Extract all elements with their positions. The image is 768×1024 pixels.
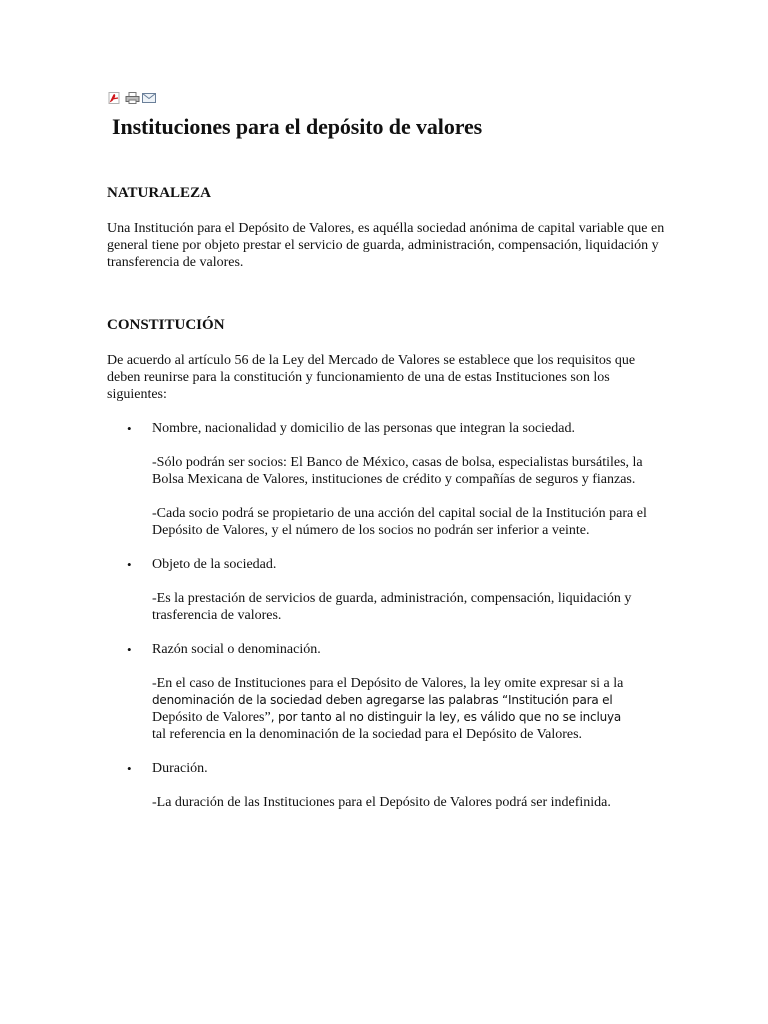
section-heading-naturaleza: NATURALEZA [107,185,211,201]
bullet-icon: • [127,557,132,572]
list-item-title: Objeto de la sociedad. [152,557,277,572]
email-icon[interactable] [142,92,155,104]
note-line: -En el caso de Instituciones para el Depósito de Valores, la ley omite expresar si a la [152,676,624,691]
list-item [107,556,667,624]
constitucion-intro: De acuerdo al artículo 56 de la Ley del Mercado de Valores se establece que los requisitos que deben reunirse para la constitución y funcionamiento de una de estas Instituciones son los siguientes: [107,353,636,402]
list-item-note: -Sólo podrán ser socios: El Banco de México, casas de bolsa, especialistas bursátiles, la Bolsa Mexicana de Valores, instituciones de crédito y compañías de seguros y fianzas. [152,455,643,487]
requirements-list [107,420,667,811]
list-item [107,641,667,743]
document-toolbar [108,90,667,106]
list-item-note: -La duración de las Instituciones para el Depósito de Valores podrá ser indefinida. [152,795,611,810]
document-page [107,90,667,811]
list-item [107,420,667,539]
list-item-title: Nombre, nacionalidad y domicilio de las personas que integran la sociedad. [152,421,575,436]
naturaleza-paragraph: Una Institución para el Depósito de Valores, es aquélla sociedad anónima de capital variable que en general tiene por objeto prestar el servicio de guarda, administración, compensación, liquidación y transferencia de valores. [107,221,665,270]
bullet-icon: • [127,642,132,657]
section-heading-constitucion: CONSTITUCIÓN [107,317,225,333]
print-icon[interactable] [125,92,138,104]
bullet-icon: • [127,421,132,436]
note-line: tal referencia en la denominación de la sociedad para el Depósito de Valores. [152,727,583,742]
note-fragment: Depósito de Valores” [152,710,271,725]
note-line [152,709,667,726]
page-title: Instituciones para el depósito de valores [112,114,483,139]
pdf-icon[interactable] [108,92,121,104]
bullet-icon: • [127,761,132,776]
note-fragment: , por tanto al no distinguir la ley, es válido que no se incluya [270,710,622,724]
list-item-title: Duración. [152,761,208,776]
note-line: denominación de la sociedad deben agregarse las palabras “Institución para el [152,693,613,707]
list-item-title: Razón social o denominación. [152,642,321,657]
list-item [107,760,667,811]
list-item-note: -Es la prestación de servicios de guarda, administración, compensación, liquidación y trasferencia de valores. [152,591,632,623]
list-item-note: -Cada socio podrá se propietario de una acción del capital social de la Institución para el Depósito de Valores, y el número de los socios no podrán ser inferior a veinte. [152,506,647,538]
razon-social-note [152,675,667,743]
